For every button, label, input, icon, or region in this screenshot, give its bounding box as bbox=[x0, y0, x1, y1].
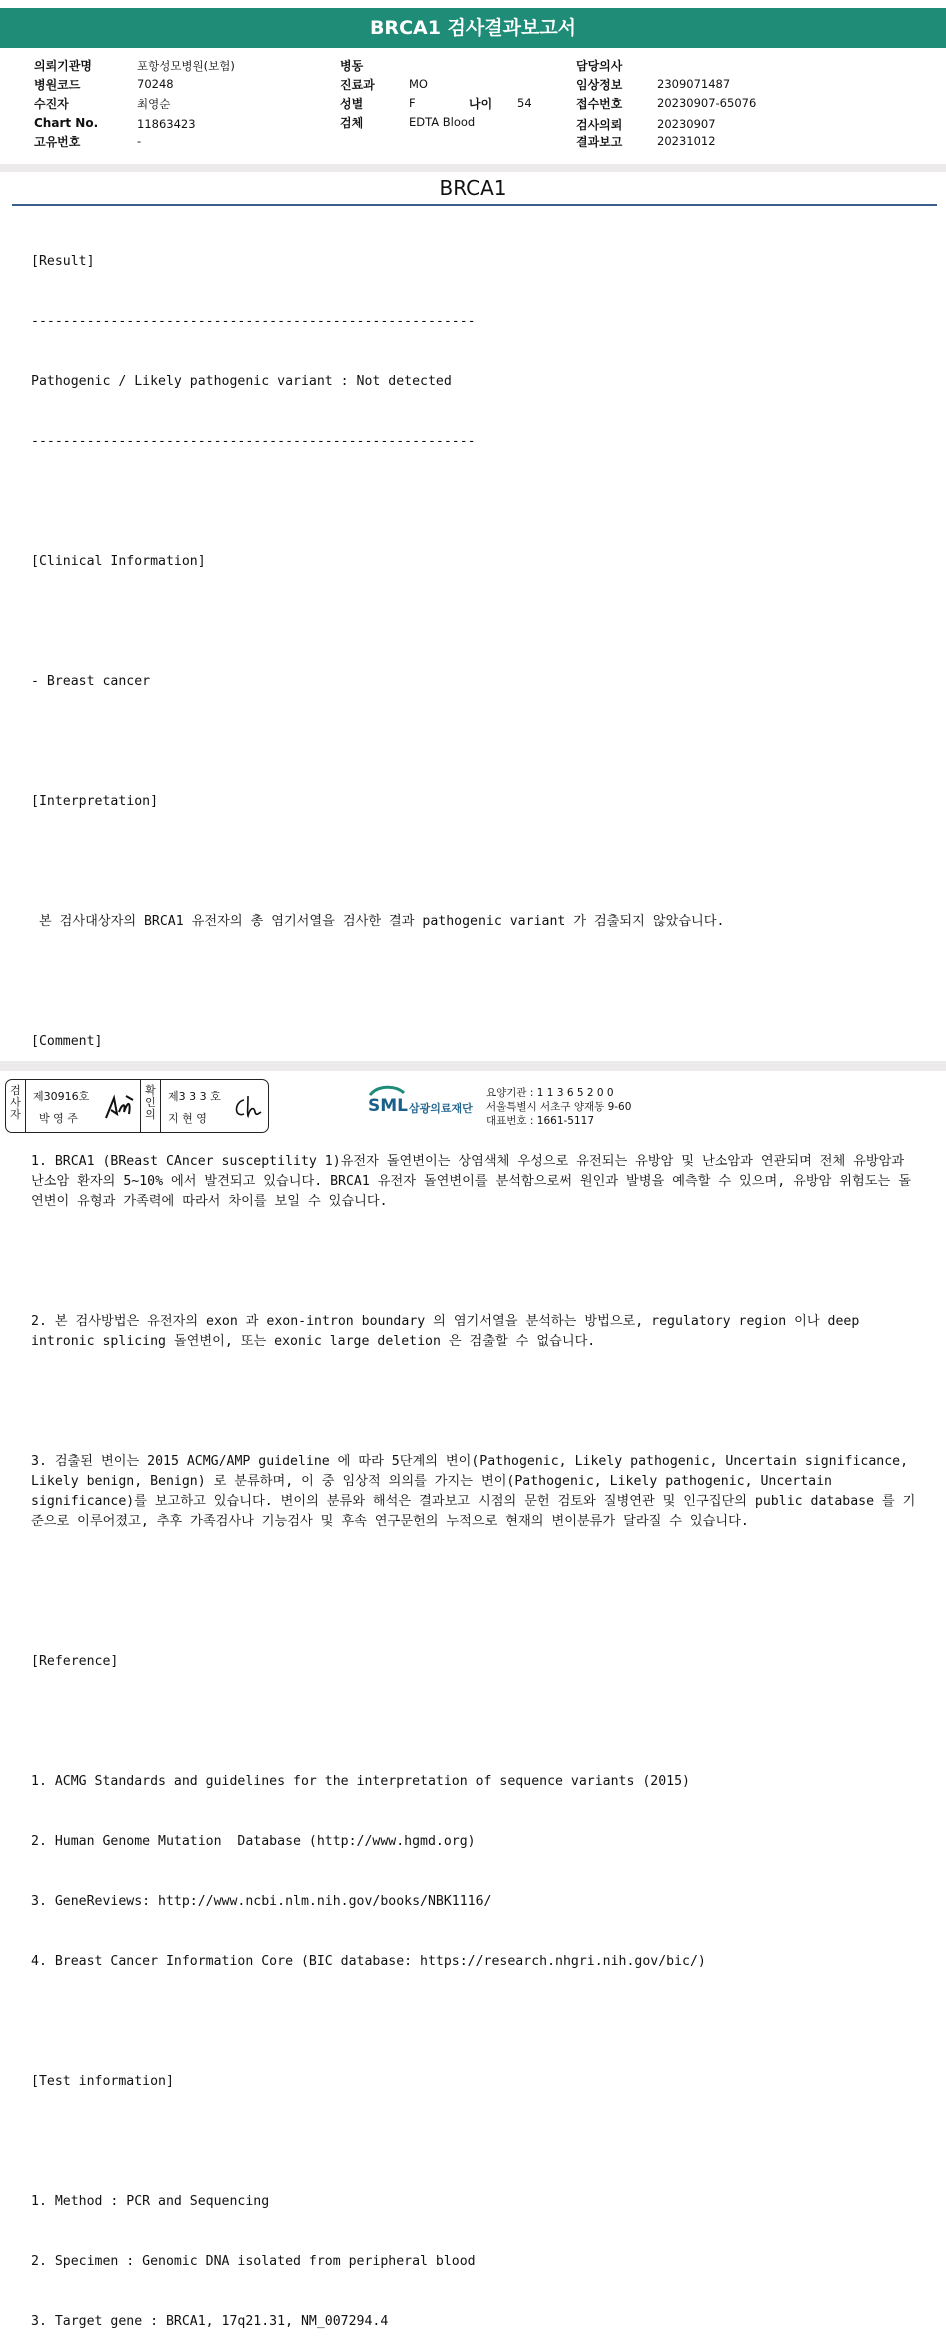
confirmer-label: 확인의 bbox=[141, 1080, 161, 1132]
reference-3: 3. GeneReviews: http://www.ncbi.nlm.nih.gov/books/NBK1116/ bbox=[31, 1894, 492, 1909]
clinical-heading: [Clinical Information] bbox=[31, 554, 206, 569]
specimen-label: 검체 bbox=[340, 116, 364, 130]
dept-label: 진료과 bbox=[340, 78, 375, 92]
result-date-label: 결과보고 bbox=[576, 135, 623, 149]
result-heading: [Result] bbox=[31, 254, 95, 269]
logo-text: SML bbox=[368, 1096, 408, 1116]
comment-1: 1. BRCA1 (BReast CAncer susceptility 1)유전자 돌연변이는 상염색체 우성으로 유전되는 유방암 및 난소암과 연관되며 전체 유방암과 난소암 환자의 5~10% 에서 발견되고 있습니다. BRCA1 유전자 돌연변이를 분석함으로써 원인과 발병을 예측할 수 있으며, 유방암 위험도는 돌연변이 유형과 가족력에 따라서 차이를 보일 수 있습니다. bbox=[31, 1154, 911, 1209]
report-title-bar bbox=[0, 8, 946, 48]
address-block bbox=[486, 1086, 631, 1128]
phone: 대표번호 : 1661-5117 bbox=[486, 1115, 595, 1127]
unique-label: 고유번호 bbox=[34, 135, 81, 149]
dept-value: MO bbox=[409, 77, 428, 91]
sml-logo bbox=[366, 1085, 486, 1121]
dash-line: -------------------------------------------------------- bbox=[31, 314, 476, 329]
interpretation-heading: [Interpretation] bbox=[31, 794, 159, 809]
ward-label: 병동 bbox=[340, 59, 364, 73]
document-title: BRCA1 bbox=[439, 176, 507, 200]
clinical-info-value: 2309071487 bbox=[657, 77, 731, 91]
signature-box bbox=[5, 1079, 269, 1133]
test-info-1: 1. Method : PCR and Sequencing bbox=[31, 2194, 270, 2209]
receipt-label: 접수번호 bbox=[576, 97, 623, 111]
dash-line: -------------------------------------------------------- bbox=[31, 434, 476, 449]
test-info-heading: [Test information] bbox=[31, 2074, 174, 2089]
comment-2: 2. 본 검사방법은 유전자의 exon 과 exon-intron boundary 의 염기서열을 분석하는 방법으로, regulatory region 이나 deep intronic splicing 돌연변이, 또는 exonic large deletion 은 검출할 수 없습니다. bbox=[31, 1314, 860, 1349]
request-date-value: 20230907 bbox=[657, 117, 716, 131]
comment-3: 3. 검출된 변이는 2015 ACMG/AMP guideline 에 따라 5단계의 변이(Pathogenic, Likely pathogenic, Uncertain significance, Likely benign, Benign) 로 분류하며, 이 중 임상적 의의를 가지는 변이(Pathogenic, Likely pathogenic, Uncertain significance)를 보고하고 있습니다. 변이의 분류와 해석은 결과보고 시점의 문헌 검토와 질병연관 및 인구집단의 public database 를 기준으로 이루어졌고, 추후 가족검사나 기능검사 및 후속 연구문헌의 누적으로 현재의 변이분류가 달라질 수 있습니다. bbox=[31, 1454, 916, 1529]
specimen-value: EDTA Blood bbox=[409, 115, 476, 129]
report-body bbox=[31, 212, 921, 2352]
confirmer-name: 지 현 영 bbox=[168, 1112, 207, 1125]
clinical-item: - Breast cancer bbox=[31, 674, 151, 689]
examinee-value: 최영순 bbox=[137, 97, 171, 111]
reference-1: 1. ACMG Standards and guidelines for the interpretation of sequence variants (2015) bbox=[31, 1774, 690, 1789]
chart-label: Chart No. bbox=[34, 116, 99, 130]
reference-2: 2. Human Genome Mutation Database (http://www.hgmd.org) bbox=[31, 1834, 476, 1849]
sex-value: F bbox=[409, 96, 416, 110]
examiner-name: 박 영 주 bbox=[39, 1112, 78, 1125]
confirmer-signature bbox=[230, 1092, 264, 1122]
result-text: Pathogenic / Likely pathogenic variant : Not detected bbox=[31, 374, 452, 389]
test-info-2: 2. Specimen : Genomic DNA isolated from peripheral blood bbox=[31, 2254, 476, 2269]
receipt-value: 20230907-65076 bbox=[657, 96, 757, 110]
sex-label: 성별 bbox=[340, 97, 364, 111]
clinical-info-label: 임상정보 bbox=[576, 78, 623, 92]
doctor-label: 담당의사 bbox=[576, 59, 623, 73]
examinee-label: 수진자 bbox=[34, 97, 69, 111]
age-value: 54 bbox=[517, 96, 532, 110]
footer-band bbox=[0, 1061, 946, 1071]
report-title: BRCA1 검사결과보고서 bbox=[369, 17, 577, 39]
test-info-3: 3. Target gene : BRCA1, 17q21.31, NM_007294.4 bbox=[31, 2314, 389, 2329]
confirmer-license: 제3 3 3 호 bbox=[168, 1090, 221, 1103]
chart-value: 11863423 bbox=[137, 117, 196, 131]
title-rule bbox=[12, 204, 937, 206]
address: 서울특별시 서초구 양재동 9-60 bbox=[486, 1101, 632, 1113]
examiner-label: 검사자 bbox=[6, 1080, 26, 1132]
institution-code: 요양기관 : 1 1 3 6 5 2 0 0 bbox=[486, 1087, 614, 1099]
reference-4: 4. Breast Cancer Information Core (BIC database: https://research.nhgri.nih.gov/bic/) bbox=[31, 1954, 706, 1969]
patient-info-panel bbox=[0, 52, 946, 164]
institution-label: 의뢰기관명 bbox=[34, 59, 92, 73]
unique-value: - bbox=[137, 134, 142, 148]
examiner-signature bbox=[102, 1090, 136, 1124]
institution-value: 포항성모병원(보험) bbox=[137, 59, 235, 73]
hospital-code-label: 병원코드 bbox=[34, 78, 81, 92]
comment-heading: [Comment] bbox=[31, 1034, 103, 1049]
age-label: 나이 bbox=[469, 97, 493, 111]
examiner-license: 제30916호 bbox=[33, 1090, 90, 1103]
reference-heading: [Reference] bbox=[31, 1654, 119, 1669]
result-date-value: 20231012 bbox=[657, 134, 716, 148]
divider-band bbox=[0, 164, 946, 172]
org-name: 삼광의료재단 bbox=[409, 1102, 473, 1115]
request-date-label: 검사의뢰 bbox=[576, 118, 623, 132]
hospital-code-value: 70248 bbox=[137, 77, 174, 91]
interpretation-text: 본 검사대상자의 BRCA1 유전자의 총 염기서열을 검사한 결과 pathogenic variant 가 검출되지 않았습니다. bbox=[31, 914, 725, 929]
